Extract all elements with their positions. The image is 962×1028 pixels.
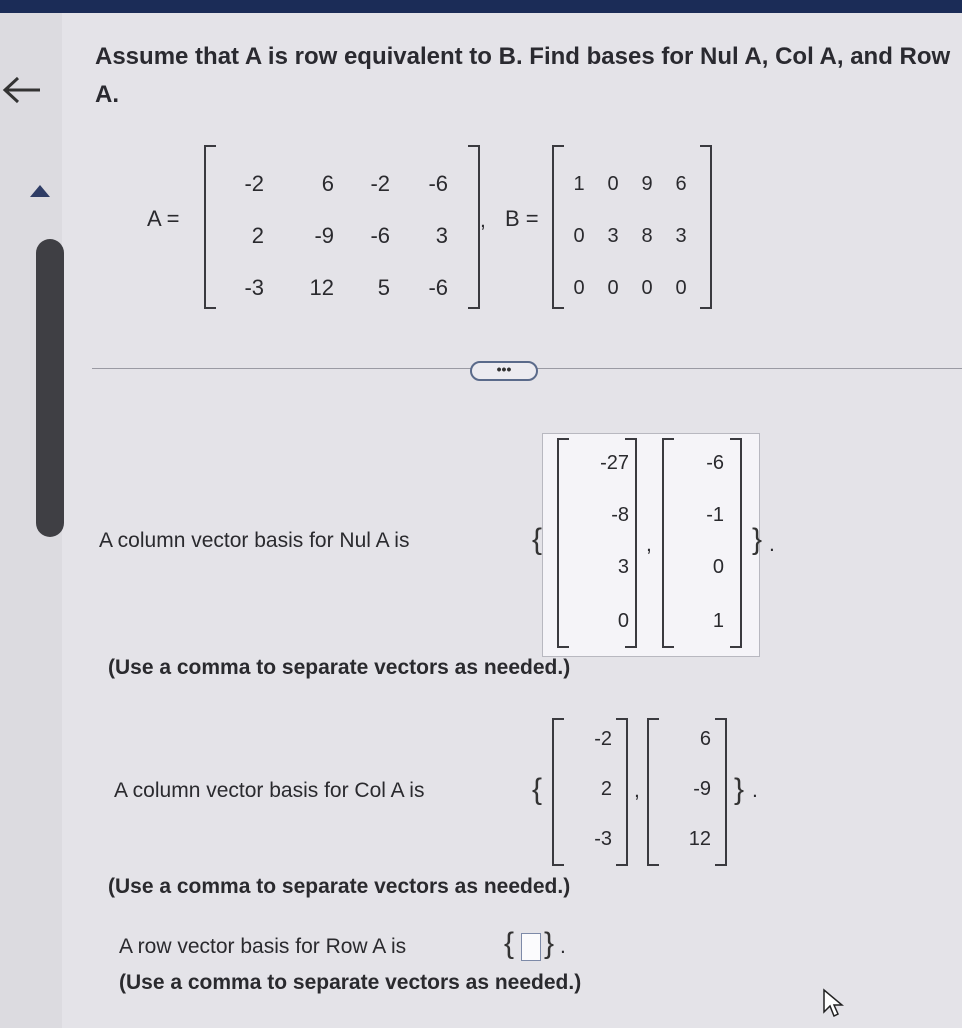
- matrix-b-entry: 0: [573, 277, 585, 299]
- matrix-b-entry: 3: [607, 225, 619, 247]
- separator-comma: ,: [480, 209, 486, 232]
- matrix-a: [142, 143, 502, 313]
- matrix-b-entry: 0: [675, 277, 687, 299]
- row-hint: (Use a comma to separate vectors as needed.): [119, 971, 582, 994]
- matrix-a-label: A =: [147, 206, 180, 231]
- matrix-b-entry: 0: [641, 277, 653, 299]
- row-basis-label: A row vector basis for Row A is: [119, 935, 407, 958]
- matrix-b: [502, 143, 722, 313]
- nul-vector-1[interactable]: [557, 438, 641, 650]
- matrix-b-entry: 1: [573, 173, 585, 195]
- vector-entry: -6: [706, 452, 724, 474]
- matrix-b-entry: 9: [641, 173, 653, 195]
- period: .: [769, 533, 775, 556]
- matrix-b-entry: 3: [675, 225, 687, 247]
- vector-entry: 12: [688, 828, 711, 850]
- vector-entry: -2: [594, 728, 612, 750]
- matrix-a-entry: -6: [428, 171, 448, 196]
- vector-entry: 2: [600, 778, 612, 800]
- bracket-right: [700, 145, 712, 309]
- brace-open: {: [532, 773, 543, 806]
- matrix-a-entry: -3: [244, 275, 264, 300]
- vector-comma: ,: [634, 779, 640, 802]
- nul-hint: (Use a comma to separate vectors as needed.): [108, 656, 571, 679]
- bracket-left: [552, 145, 564, 309]
- bracket-right: [468, 145, 480, 309]
- vector-comma: ,: [646, 533, 652, 556]
- period: .: [560, 935, 566, 958]
- bracket-right: [730, 438, 742, 648]
- vector-entry: 3: [617, 556, 629, 578]
- left-panel: [0, 13, 62, 1028]
- period: .: [752, 779, 758, 802]
- matrix-a-entry: -9: [314, 223, 334, 248]
- scrollbar[interactable]: [36, 239, 64, 537]
- matrix-a-entry: 5: [377, 275, 390, 300]
- matrix-b-entry: 8: [641, 225, 653, 247]
- matrix-b-entry: 0: [607, 277, 619, 299]
- bracket-left: [204, 145, 216, 309]
- matrix-b-label: B =: [505, 206, 539, 231]
- bracket-right: [616, 718, 628, 866]
- vector-entry: 1: [712, 610, 724, 632]
- matrix-a-entry: -2: [244, 171, 264, 196]
- row-basis-input[interactable]: [521, 933, 541, 961]
- vector-entry: -1: [706, 504, 724, 526]
- question-text: Assume that A is row equivalent to B. Find bases for Nul A, Col A, and Row A.: [95, 43, 951, 108]
- mouse-pointer-icon: [822, 988, 844, 1018]
- brace-open: {: [504, 927, 515, 960]
- question-content: [62, 13, 962, 1028]
- col-basis-label: A column vector basis for Col A is: [114, 779, 425, 802]
- matrix-a-entry: 6: [321, 171, 334, 196]
- vector-entry: 6: [699, 728, 711, 750]
- bracket-right: [715, 718, 727, 866]
- back-arrow-icon[interactable]: [2, 75, 42, 105]
- vector-entry: -3: [594, 828, 612, 850]
- brace-open: {: [532, 523, 543, 556]
- col-vector-1[interactable]: [552, 718, 632, 868]
- collapse-triangle-icon[interactable]: [28, 183, 52, 199]
- col-hint: (Use a comma to separate vectors as needed.): [108, 875, 571, 898]
- vector-entry: 0: [712, 556, 724, 578]
- brace-close: }: [752, 523, 763, 556]
- matrix-a-entry: 3: [435, 223, 448, 248]
- more-button[interactable]: •••: [470, 361, 538, 381]
- matrix-a-entry: -6: [370, 223, 390, 248]
- matrix-a-entry: -2: [370, 171, 390, 196]
- vector-entry: 0: [617, 610, 629, 632]
- top-bar: [0, 0, 962, 13]
- vector-entry: -8: [611, 504, 629, 526]
- matrix-b-entry: 0: [573, 225, 585, 247]
- nul-basis-label: A column vector basis for Nul A is: [99, 529, 410, 552]
- vector-entry: -9: [693, 778, 711, 800]
- col-vector-2[interactable]: [647, 718, 731, 868]
- nul-vector-2[interactable]: [662, 438, 746, 650]
- brace-close: }: [734, 773, 745, 806]
- matrix-b-entry: 6: [675, 173, 687, 195]
- matrix-a-entry: -6: [428, 275, 448, 300]
- matrix-b-entry: 0: [607, 173, 619, 195]
- matrix-a-entry: 12: [309, 275, 334, 300]
- brace-close: }: [544, 927, 555, 960]
- matrix-a-entry: 2: [251, 223, 264, 248]
- vector-entry: -27: [600, 452, 629, 474]
